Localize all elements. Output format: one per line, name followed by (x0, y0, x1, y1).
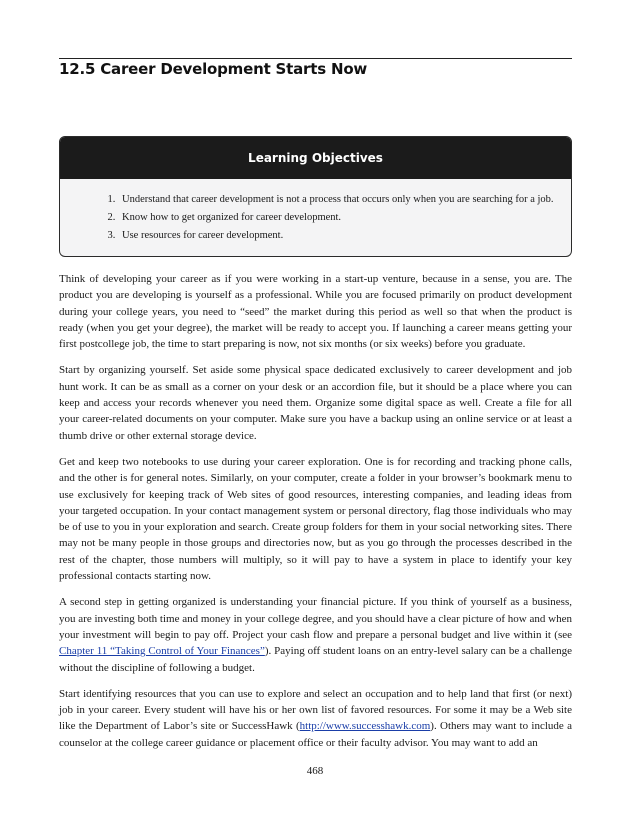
paragraph-text: Start identifying resources that you can use to explore and select an occupation and to help land that first (or next) job in your career. Every student will have his or her own list of favored resources. For some it may be a Web site like the Department of Labor’s site or SuccessHawk ( (59, 687, 572, 733)
objective-item: 3. Use resources for career development. (118, 227, 571, 245)
paragraph-text: A second step in getting organized is understanding your financial picture. If you think of yourself as a business, you are investing both time and money in your college degree, and you should have a clear picture of how and when your investment will begin to pay off. Project your cash flow and prepare a personal budget and live within it (see (59, 596, 572, 641)
objective-item: 1. Understand that career development is not a process that occurs only when you are searching for a job. (118, 191, 571, 209)
paragraph (59, 686, 572, 751)
title-rule (59, 58, 572, 59)
objectives-list (60, 191, 571, 245)
paragraph-text: ). Paying off student loans on an entry-level salary can be a challenge without the discipline of following a budget. (59, 645, 572, 674)
section-title: 12.5 Career Development Starts Now (59, 60, 368, 78)
paragraph: Start by organizing yourself. Set aside some physical space dedicated exclusively to career development and job hunt work. It can be as small as a corner on your desk or an accordion file, but it should be a place where you can keep and access your records whenever you need them. Organize some digital space as well. Create a file for all your career-related documents on your computer. Make sure you have a backup using an online service or at least a thumb drive or other external storage device. (59, 364, 572, 442)
chapter-11-link[interactable]: Chapter 11 “Taking Control of Your Finances” (59, 645, 265, 658)
page-number: 468 (306, 765, 324, 777)
learning-objectives-heading: Learning Objectives (60, 137, 571, 179)
learning-objectives-box (59, 136, 572, 257)
paragraph (59, 594, 572, 675)
successhawk-link[interactable]: http://www.successhawk.com (299, 720, 431, 733)
body-text (59, 271, 572, 761)
paragraph: Think of developing your career as if you were working in a start-up venture, because in a sense, you are. The product you are developing is yourself as a professional. While you are focused primarily on product development during your college years, you need to “seed” the market during this period as well so that when the product is ready (when you get your degree), the market will be ready to accept you. If launching a career means getting your first postcollege job, the time to start preparing is now, not six months (or six weeks) before you graduate. (59, 273, 572, 351)
objective-item: 2. Know how to get organized for career development. (118, 209, 571, 227)
paragraph-text: ). Others may want to include a counselor at the college career guidance or placement office or their faculty advisor. You may want to add an (59, 720, 572, 749)
paragraph: Get and keep two notebooks to use during your career exploration. One is for recording and tracking phone calls, and the other is for general notes. Similarly, on your computer, create a folder in your browser’s bookmark menu to use exclusively for keeping track of Web sites of good resources, interesting companies, and leading ideas from your targeted occupation. In your contact management system or personal directory, flag those individuals who may be of use to you in your exploration and search. Create group folders for them in your social networking sites. There may not be many people in those groups and directories now, but as you go through the processes described in the rest of the chapter, those numbers will multiply, so it will pay to have a system in place to identify your key professional contacts starting now. (59, 455, 572, 583)
